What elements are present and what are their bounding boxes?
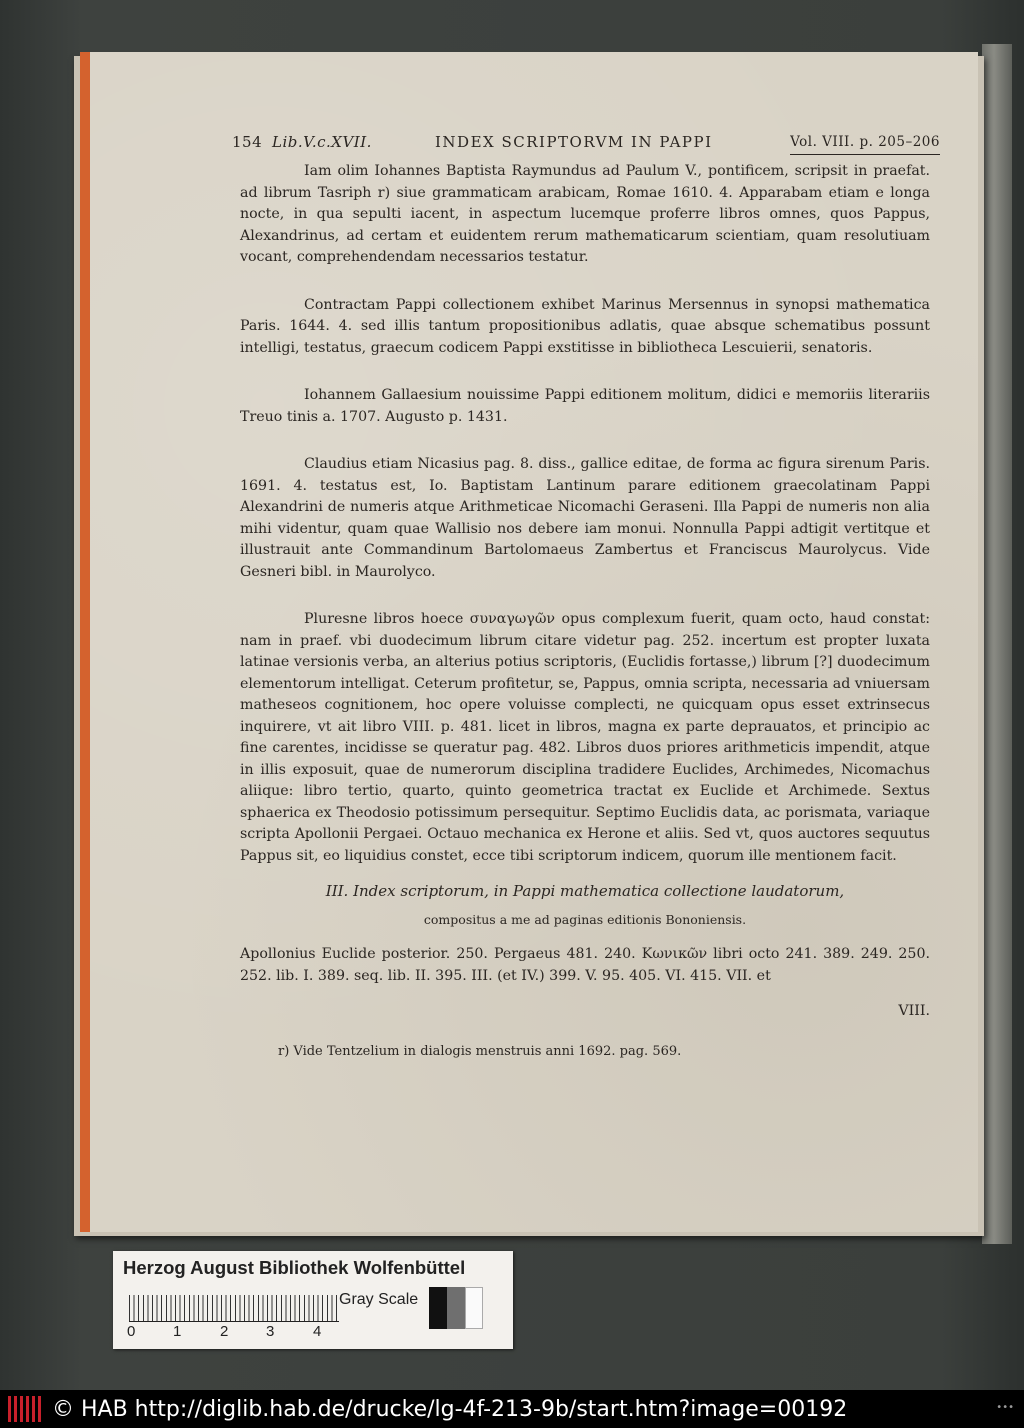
footer-bar [0, 1390, 1024, 1428]
paragraph-4: Claudius etiam Nicasius pag. 8. diss., gallice editae, de forma ac figura sirenum Paris. 1691. 4. testatus est, Io. Baptistam Lantinum parare editionem graecolatinam Pappi Alexandrini de numeris atque Arithmeticae Nicomachi Geraseni. Illa Pappi de numeris non alia mihi videntur, quam quae Wallisio nos debere iam monui. Nonnulla Pappi adtigit vertitque et illustrauit ante Commandinum Bartolomaeus Zambertus et Franciscus Maurolycus. Vide Gesneri bibl. in Maurolyco. [240, 456, 930, 580]
adjacent-page-edge [982, 44, 1012, 1244]
footer-copyright-link[interactable]: © HAB http://diglib.hab.de/drucke/lg-4f-213-9b/start.htm?image=00192 [52, 1396, 848, 1422]
ruler-number: 3 [266, 1323, 275, 1340]
dots-icon: ••• [996, 1402, 1014, 1413]
ruler-number: 2 [220, 1323, 229, 1340]
paragraph-5: Pluresne libros hoece συναγωγῶν opus complexum fuerit, quam octo, haud constat: nam in praef. vbi duodecimum librum citare videtur pag. 252. incertum est propter luxata latinae versionis verba, an alterius potius scriptoris, (Euclidis fortasse,) librum [?] duodecimum elementorum intelligat. Ceterum profitetur, se, Pappus, omnia scripta, necessaria ad vniuersam matheseos cognitionem, hoc opere voluisse complecti, ne quicquam opus esset extrinsecus inquirere, vt ait libro VIII. p. 481. licet in libros, magna ex parte deprauatos, et principio ac fine carentes, incidisse se queratur pag. 482. Libros duos priores arithmeticis impendit, atque in illis exposuit, quae de numerorum disciplina tradidere Euclides, Archimedes, Nicomachus aliique: libro tertio, quarto, quinto geometrica tractat ex Euclide et Archimede. Sextus sphaerica ex Theodosio potissimum persequitur. Septimo Euclidis data, ac porismata, variaque scripta Apollonii Pergaei. Octauo mechanica ex Herone et aliis. Sed vt, quos auctores sequutus Pappus sit, eo liquidius constet, ecce tibi scriptorum indicem, quorum ille mentionem facit. [240, 611, 930, 864]
scale-ruler [129, 1295, 339, 1322]
book-page [80, 52, 978, 1232]
paragraph-2: Contractam Pappi collectionem exhibet Marinus Mersennus in synopsi mathematica Paris. 1644. 4. sed illis tantum propositionibus adlatis, quae absque schematibus possunt intelligi, testatus, graecum codicem Pappi exstitisse in bibliotheca Lescuierii, senatoris. [240, 296, 930, 356]
paragraph-3: Iohannem Gallaesium nouissime Pappi editionem molitum, didici e memoriis literariis Treuo tinis a. 1707. Augusto p. 1431. [240, 387, 930, 425]
hab-logo-icon [8, 1396, 42, 1422]
footnote: r) Vide Tentzelium in dialogis menstruis anni 1692. pag. 569. [278, 1043, 682, 1059]
ruler-number: 1 [173, 1323, 182, 1340]
section-subheading: compositus a me ad paginas editionis Bononiensis. [423, 911, 747, 927]
gray-swatch-mid [447, 1287, 465, 1329]
gray-swatch-black [429, 1287, 447, 1329]
header-title: INDEX SCRIPTORVM IN PAPPI [435, 133, 713, 151]
section-heading: III. Index scriptorum, in Pappi mathematica collectione laudatorum, [325, 882, 845, 900]
volume-reference: Vol. VIII. p. 205–206 [790, 132, 940, 155]
library-label-card [113, 1251, 513, 1349]
institution-name: Herzog August Bibliothek Wolfenbüttel [123, 1257, 466, 1278]
ruler-number: 0 [127, 1323, 136, 1340]
book-reference: Lib.V.c.XVII. [272, 133, 372, 151]
gray-swatch-white [465, 1287, 483, 1329]
index-entry-tail: VIII. [898, 1003, 930, 1020]
paragraph-1: Iam olim Iohannes Baptista Raymundus ad Paulum V., pontificem, scripsit in praefat. ad librum Tasriph r) siue grammaticam arabicam, Romae 1610. 4. Apparabam etiam e longa nocte, in qua sepulti iacent, in aspectum lucemque proferre libros omnes, quos Pappus, Alexandrinus, ad certam et euidentem rerum mathematicarum scientiam, quam resolutiuam vocant, comprehendendam necessarios testatur. [240, 163, 930, 265]
running-header [232, 132, 940, 157]
ruler-number: 4 [313, 1323, 322, 1340]
page-content [232, 132, 940, 1062]
index-entry: Apollonius Euclide posterior. 250. Pergaeus 481. 240. Κωνικῶν libri octo 241. 389. 249. 250. 252. lib. I. 389. seq. lib. II. 395. III. (et IV.) 399. V. 95. 405. VI. 415. VII. et [240, 946, 930, 984]
gray-scale-label: Gray Scale [339, 1291, 419, 1308]
page-number: 154 [232, 133, 263, 151]
